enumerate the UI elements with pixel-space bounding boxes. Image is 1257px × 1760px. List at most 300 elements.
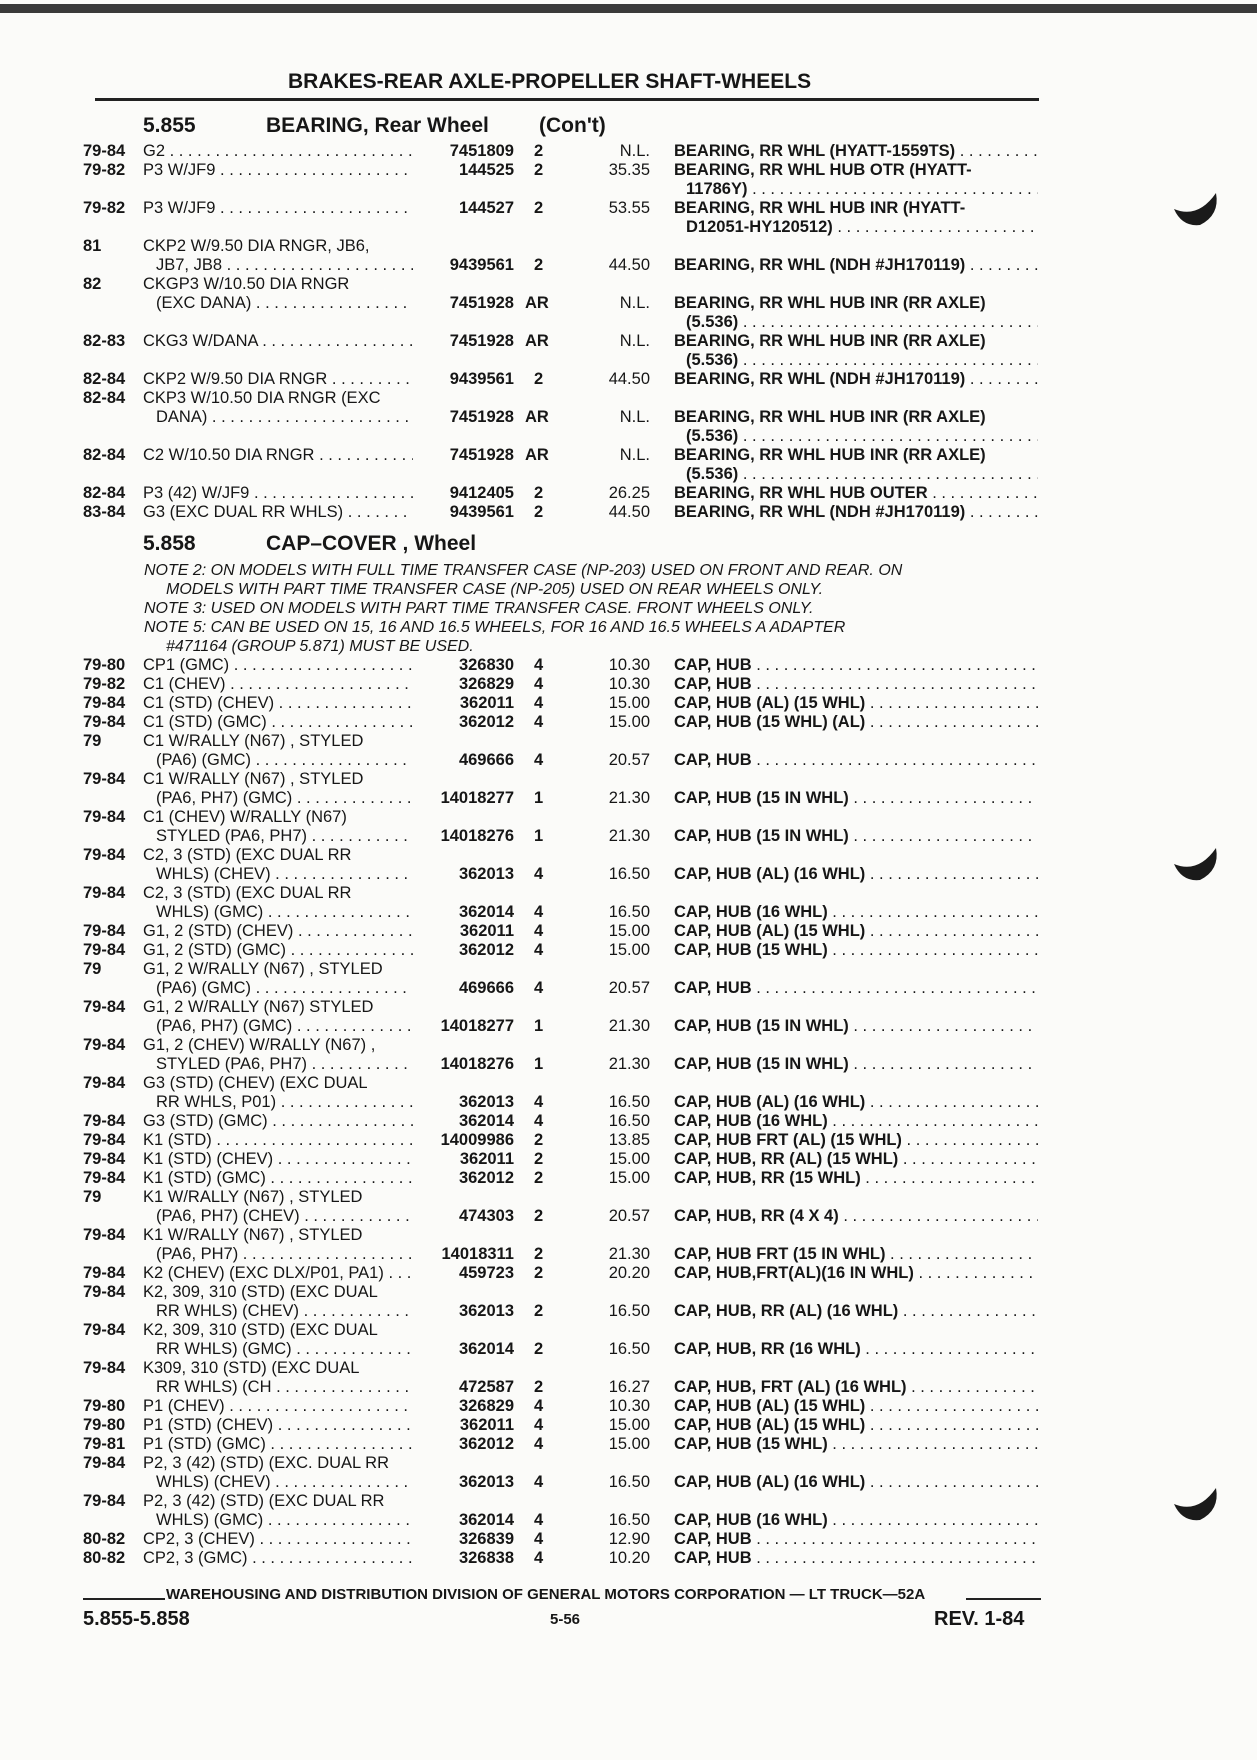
table-row <box>0 1302 1257 1321</box>
year-range: 79-84 <box>83 808 126 826</box>
year-range: 79-84 <box>83 1131 126 1149</box>
year-range: 79-84 <box>83 770 126 788</box>
application-cont: RR WHLS, P01) . . . <box>156 1093 413 1112</box>
table-row <box>0 161 1257 180</box>
description: CAP, HUB (AL) (16 WHL) . . . <box>674 865 1038 884</box>
description: BEARING, RR WHL (HYATT-1559TS) . . . <box>674 142 1038 161</box>
year-range: 79-80 <box>83 1397 126 1415</box>
description-cont: 11786Y) . . . <box>686 180 1038 199</box>
application: CP2, 3 (CHEV) . . . <box>143 1530 413 1549</box>
part-number: 7451928 <box>449 446 514 464</box>
description: CAP, HUB . . . <box>674 1549 1038 1568</box>
year-range: 79-84 <box>83 1226 126 1244</box>
quantity: AR <box>525 408 549 426</box>
quantity: 4 <box>534 1416 544 1434</box>
description: BEARING, RR WHL (NDH #JH170119) . . . <box>674 256 1038 275</box>
table-row <box>0 903 1257 922</box>
year-range: 79-84 <box>83 998 126 1016</box>
table-row <box>0 732 1257 751</box>
price: 10.30 <box>608 656 650 674</box>
year-range: 79-84 <box>83 1321 126 1339</box>
application: K1 (STD) (GMC) . . . <box>143 1169 413 1188</box>
footer-section-range: 5.855-5.858 <box>83 1608 190 1630</box>
description: CAP, HUB (15 WHL) . . . <box>674 1435 1038 1454</box>
application: P2, 3 (42) (STD) (EXC. DUAL RR <box>143 1454 390 1472</box>
part-number: 326830 <box>458 656 514 674</box>
price: 10.30 <box>608 1397 650 1415</box>
application: K1 W/RALLY (N67) , STYLED <box>143 1188 363 1206</box>
application: K309, 310 (STD) (EXC DUAL <box>143 1359 360 1377</box>
table-row <box>0 294 1257 313</box>
description-cont: D12051-HY120512) . . . <box>686 218 1038 237</box>
table-row <box>0 408 1257 427</box>
price: 13.85 <box>608 1131 650 1149</box>
part-number: 362011 <box>459 1150 514 1168</box>
table-row <box>0 503 1257 522</box>
application: CKGP3 W/10.50 DIA RNGR <box>143 275 350 293</box>
description: CAP, HUB (AL) (16 WHL) . . . <box>674 1473 1038 1492</box>
year-range: 79-84 <box>83 1169 126 1187</box>
description: CAP, HUB (AL) (15 WHL) . . . <box>674 922 1038 941</box>
application-cont: (EXC DANA) . . . <box>156 294 413 313</box>
year-range: 79-82 <box>83 161 126 179</box>
description: CAP, HUB (AL) (15 WHL) . . . <box>674 694 1038 713</box>
application-cont: DANA) . . . <box>156 408 413 427</box>
price: 44.50 <box>608 370 650 388</box>
footer-rule <box>83 1598 165 1600</box>
year-range: 82-84 <box>83 484 126 502</box>
price: 21.30 <box>608 1055 650 1073</box>
year-range: 79-84 <box>83 1036 126 1054</box>
table-row <box>0 446 1257 465</box>
part-number: 362014 <box>458 1340 514 1358</box>
application: CKG3 W/DANA . . . <box>143 332 413 351</box>
part-number: 362012 <box>458 713 514 731</box>
application: C1 (CHEV) . . . <box>143 675 413 694</box>
table-row <box>0 313 1257 332</box>
year-range: 79-84 <box>83 1283 126 1301</box>
year-range: 79 <box>83 732 102 750</box>
application: C2, 3 (STD) (EXC DUAL RR <box>143 846 352 864</box>
quantity: 2 <box>534 1169 544 1187</box>
application: P3 W/JF9 . . . <box>143 161 413 180</box>
quantity: 4 <box>534 941 544 959</box>
description: BEARING, RR WHL HUB INR (RR AXLE) <box>674 408 986 426</box>
description: BEARING, RR WHL HUB INR (HYATT- <box>674 199 966 217</box>
table-row <box>0 1188 1257 1207</box>
year-range: 79-81 <box>83 1435 126 1453</box>
table-row <box>0 960 1257 979</box>
quantity: 4 <box>534 1093 544 1111</box>
part-number: 362011 <box>459 922 514 940</box>
description: CAP, HUB . . . <box>674 1530 1038 1549</box>
price: N.L. <box>619 294 650 312</box>
table-row <box>0 1378 1257 1397</box>
description: CAP, HUB,FRT(AL)(16 IN WHL) . . . <box>674 1264 1038 1283</box>
description: CAP, HUB . . . <box>674 675 1038 694</box>
part-number: 362012 <box>458 1435 514 1453</box>
year-range: 79-84 <box>83 1112 126 1130</box>
application: K2 (CHEV) (EXC DLX/P01, PA1) . . . <box>143 1264 413 1283</box>
part-number: 362014 <box>458 903 514 921</box>
part-number: 326829 <box>458 675 514 693</box>
note-line: NOTE 2: ON MODELS WITH FULL TIME TRANSFER CASE (NP-203) USED ON FRONT AND REAR. ON <box>144 562 903 579</box>
application-cont: WHLS) (CHEV) . . . <box>156 1473 413 1492</box>
price: 12.90 <box>608 1530 650 1548</box>
year-range: 82-83 <box>83 332 126 350</box>
description: CAP, HUB (AL) (15 WHL) . . . <box>674 1397 1038 1416</box>
part-number: 469666 <box>458 979 514 997</box>
table-row <box>0 484 1257 503</box>
year-range: 80-82 <box>83 1530 126 1548</box>
description-cont: (5.536) . . . <box>686 351 1038 370</box>
year-range: 79-84 <box>83 846 126 864</box>
application: C1 (STD) (CHEV) . . . <box>143 694 413 713</box>
application-cont: (PA6) (GMC) . . . <box>156 751 413 770</box>
quantity: 4 <box>534 979 544 997</box>
table-row <box>0 808 1257 827</box>
price: N.L. <box>619 446 650 464</box>
part-number: 362014 <box>458 1511 514 1529</box>
quantity: 2 <box>534 1378 544 1396</box>
part-number: 7451928 <box>449 332 514 350</box>
description: BEARING, RR WHL (NDH #JH170119) . . . <box>674 370 1038 389</box>
application-cont: STYLED (PA6, PH7) . . . <box>156 1055 413 1074</box>
price: 44.50 <box>608 256 650 274</box>
price: 21.30 <box>608 789 650 807</box>
quantity: 4 <box>534 903 544 921</box>
application: G3 (EXC DUAL RR WHLS) . . . <box>143 503 413 522</box>
table-row <box>0 1530 1257 1549</box>
table-row <box>0 427 1257 446</box>
part-number: 362011 <box>459 1416 514 1434</box>
year-range: 81 <box>83 237 102 255</box>
price: 21.30 <box>608 1017 650 1035</box>
table-row <box>0 370 1257 389</box>
table-row <box>0 941 1257 960</box>
price: 15.00 <box>608 922 650 940</box>
application: P1 (STD) (CHEV) . . . <box>143 1416 413 1435</box>
quantity: 1 <box>534 1017 544 1035</box>
page-number: 5-56 <box>550 1611 581 1628</box>
application: CKP2 W/9.50 DIA RNGR, JB6, <box>143 237 370 255</box>
application-cont: (PA6, PH7) (GMC) . . . <box>156 789 413 808</box>
table-row <box>0 1397 1257 1416</box>
year-range: 79-84 <box>83 922 126 940</box>
year-range: 79-84 <box>83 1074 126 1092</box>
description: CAP, HUB . . . <box>674 751 1038 770</box>
price: 16.27 <box>608 1378 650 1396</box>
year-range: 80-82 <box>83 1549 126 1567</box>
application-cont: WHLS) (CHEV) . . . <box>156 865 413 884</box>
footer-text: WAREHOUSING AND DISTRIBUTION DIVISION OF GENERAL MOTORS CORPORATION — LT TRUCK—52A <box>166 1586 926 1603</box>
quantity: 4 <box>534 675 544 693</box>
quantity: 2 <box>534 1207 544 1225</box>
price: 15.00 <box>608 1150 650 1168</box>
application: CKP3 W/10.50 DIA RNGR (EXC <box>143 389 381 407</box>
application-cont: STYLED (PA6, PH7) . . . <box>156 827 413 846</box>
table-row <box>0 1093 1257 1112</box>
description: CAP, HUB (15 WHL) . . . <box>674 941 1038 960</box>
description-cont: (5.536) . . . <box>686 313 1038 332</box>
table-row <box>0 1492 1257 1511</box>
table-row <box>0 770 1257 789</box>
part-number: 362013 <box>458 1302 514 1320</box>
description: CAP, HUB (15 IN WHL) . . . <box>674 1055 1038 1074</box>
quantity: 4 <box>534 656 544 674</box>
application: G3 (STD) (GMC) . . . <box>143 1112 413 1131</box>
table-row <box>0 1169 1257 1188</box>
table-row <box>0 1454 1257 1473</box>
application: K2, 309, 310 (STD) (EXC DUAL <box>143 1321 378 1339</box>
year-range: 79-84 <box>83 1492 126 1510</box>
application-cont: (PA6, PH7) (CHEV) . . . <box>156 1207 413 1226</box>
table-row <box>0 180 1257 199</box>
price: 15.00 <box>608 941 650 959</box>
table-row <box>0 1511 1257 1530</box>
section-title: CAP–COVER , Wheel <box>266 532 477 555</box>
price: 16.50 <box>608 903 650 921</box>
part-number: 362011 <box>459 694 514 712</box>
quantity: 4 <box>534 922 544 940</box>
quantity: AR <box>525 332 549 350</box>
table-row <box>0 1473 1257 1492</box>
description: CAP, HUB FRT (15 IN WHL) . . . <box>674 1245 1038 1264</box>
part-number: 9439561 <box>449 503 514 521</box>
application-cont: WHLS) (GMC) . . . <box>156 1511 413 1530</box>
quantity: 1 <box>534 789 544 807</box>
year-range: 83-84 <box>83 503 126 521</box>
quantity: 4 <box>534 1473 544 1491</box>
table-row <box>0 1226 1257 1245</box>
table-row <box>0 979 1257 998</box>
table-row <box>0 1359 1257 1378</box>
part-number: 9439561 <box>449 370 514 388</box>
year-range: 79-84 <box>83 884 126 902</box>
table-row <box>0 1036 1257 1055</box>
table-row <box>0 1549 1257 1568</box>
description: CAP, HUB, RR (15 WHL) . . . <box>674 1169 1038 1188</box>
price: 20.57 <box>608 979 650 997</box>
description: CAP, HUB FRT (AL) (15 WHL) . . . <box>674 1131 1038 1150</box>
table-row <box>0 1340 1257 1359</box>
price: N.L. <box>619 332 650 350</box>
year-range: 79-82 <box>83 675 126 693</box>
application: G1, 2 (STD) (GMC) . . . <box>143 941 413 960</box>
part-number: 144527 <box>458 199 514 217</box>
description: BEARING, RR WHL HUB OUTER . . . <box>674 484 1038 503</box>
description: CAP, HUB (15 WHL) (AL) . . . <box>674 713 1038 732</box>
part-number: 7451928 <box>449 408 514 426</box>
table-row <box>0 751 1257 770</box>
application: P2, 3 (42) (STD) (EXC DUAL RR <box>143 1492 385 1510</box>
price: 44.50 <box>608 503 650 521</box>
price: N.L. <box>619 408 650 426</box>
quantity: 2 <box>534 370 544 388</box>
year-range: 82-84 <box>83 446 126 464</box>
description: BEARING, RR WHL HUB INR (RR AXLE) <box>674 294 986 312</box>
application-cont: WHLS) (GMC) . . . <box>156 903 413 922</box>
year-range: 79-84 <box>83 1150 126 1168</box>
table-row <box>0 1283 1257 1302</box>
year-range: 79-84 <box>83 1264 126 1282</box>
price: 15.00 <box>608 694 650 712</box>
year-range: 79 <box>83 1188 102 1206</box>
description: CAP, HUB (16 WHL) . . . <box>674 1511 1038 1530</box>
application: G3 (STD) (CHEV) (EXC DUAL <box>143 1074 368 1092</box>
table-row <box>0 351 1257 370</box>
table-row <box>0 389 1257 408</box>
application-cont: JB7, JB8 . . . <box>156 256 413 275</box>
price: N.L. <box>619 142 650 160</box>
quantity: 1 <box>534 1055 544 1073</box>
part-number: 362014 <box>458 1112 514 1130</box>
quantity: 4 <box>534 713 544 731</box>
quantity: 2 <box>534 142 544 160</box>
part-number: 14018311 <box>441 1245 514 1263</box>
section-number: 5.855 <box>143 114 196 137</box>
quantity: 2 <box>534 1302 544 1320</box>
page-header: BRAKES-REAR AXLE-PROPELLER SHAFT-WHEELS <box>288 70 812 93</box>
note-line: #471164 (GROUP 5.871) MUST BE USED. <box>166 638 474 655</box>
table-row <box>0 865 1257 884</box>
description: BEARING, RR WHL HUB INR (RR AXLE) <box>674 446 986 464</box>
part-number: 362012 <box>458 941 514 959</box>
part-number: 14018277 <box>440 1017 514 1035</box>
year-range: 79-84 <box>83 941 126 959</box>
price: 16.50 <box>608 1473 650 1491</box>
table-row <box>0 199 1257 218</box>
quantity: 2 <box>534 161 544 179</box>
table-row <box>0 827 1257 846</box>
application-cont: (PA6, PH7) (GMC) . . . <box>156 1017 413 1036</box>
year-range: 79 <box>83 960 102 978</box>
quantity: AR <box>525 446 549 464</box>
part-number: 7451928 <box>449 294 514 312</box>
quantity: 2 <box>534 503 544 521</box>
application: G1, 2 (CHEV) W/RALLY (N67) , <box>143 1036 376 1054</box>
description: CAP, HUB . . . <box>674 656 1038 675</box>
table-row <box>0 675 1257 694</box>
price: 16.50 <box>608 865 650 883</box>
quantity: 2 <box>534 1245 544 1263</box>
price: 15.00 <box>608 1435 650 1453</box>
quantity: 4 <box>534 751 544 769</box>
year-range: 79-84 <box>83 142 126 160</box>
part-number: 326829 <box>458 1397 514 1415</box>
binder-hole-icon <box>1170 175 1224 229</box>
price: 16.50 <box>608 1093 650 1111</box>
table-row <box>0 275 1257 294</box>
application: K1 W/RALLY (N67) , STYLED <box>143 1226 363 1244</box>
part-number: 326839 <box>458 1530 514 1548</box>
table-row <box>0 142 1257 161</box>
application: CP1 (GMC) . . . <box>143 656 413 675</box>
price: 35.35 <box>608 161 650 179</box>
quantity: 2 <box>534 484 544 502</box>
application: G1, 2 W/RALLY (N67) STYLED <box>143 998 374 1016</box>
application: P3 W/JF9 . . . <box>143 199 413 218</box>
table-row <box>0 713 1257 732</box>
section-title: BEARING, Rear Wheel <box>266 114 489 137</box>
application: C1 W/RALLY (N67) , STYLED <box>143 770 364 788</box>
part-number: 326838 <box>458 1549 514 1567</box>
application-cont: RR WHLS) (CHEV) . . . <box>156 1302 413 1321</box>
table-row <box>0 1245 1257 1264</box>
description: CAP, HUB, RR (16 WHL) . . . <box>674 1340 1038 1359</box>
part-number: 469666 <box>458 751 514 769</box>
table-row <box>0 256 1257 275</box>
year-range: 79-84 <box>83 713 126 731</box>
description: BEARING, RR WHL HUB OTR (HYATT- <box>674 161 972 179</box>
price: 16.50 <box>608 1302 650 1320</box>
table-row <box>0 846 1257 865</box>
table-row <box>0 1435 1257 1454</box>
quantity: AR <box>525 294 549 312</box>
price: 16.50 <box>608 1340 650 1358</box>
price: 16.50 <box>608 1511 650 1529</box>
application: K1 (STD) . . . <box>143 1131 413 1150</box>
table-row <box>0 656 1257 675</box>
section-number: 5.858 <box>143 532 196 555</box>
quantity: 4 <box>534 1511 544 1529</box>
part-number: 14018277 <box>440 789 514 807</box>
footer-rule <box>966 1598 1041 1600</box>
section-continued: (Con't) <box>539 114 606 137</box>
part-number: 7451809 <box>449 142 514 160</box>
application: CP2, 3 (GMC) . . . <box>143 1549 413 1568</box>
table-row <box>0 922 1257 941</box>
application: K2, 309, 310 (STD) (EXC DUAL <box>143 1283 378 1301</box>
application-cont: (PA6) (GMC) . . . <box>156 979 413 998</box>
price: 26.25 <box>608 484 650 502</box>
application: P1 (CHEV) . . . <box>143 1397 413 1416</box>
table-row <box>0 1321 1257 1340</box>
table-row <box>0 694 1257 713</box>
description: CAP, HUB, FRT (AL) (16 WHL) . . . <box>674 1378 1038 1397</box>
quantity: 4 <box>534 1435 544 1453</box>
table-row <box>0 332 1257 351</box>
description: CAP, HUB (15 IN WHL) . . . <box>674 789 1038 808</box>
quantity: 2 <box>534 1340 544 1358</box>
application: C1 (CHEV) W/RALLY (N67) <box>143 808 347 826</box>
price: 15.00 <box>608 1416 650 1434</box>
description: CAP, HUB . . . <box>674 979 1038 998</box>
application: G1, 2 W/RALLY (N67) , STYLED <box>143 960 383 978</box>
quantity: 4 <box>534 1112 544 1130</box>
price: 20.57 <box>608 1207 650 1225</box>
part-number: 362013 <box>458 1473 514 1491</box>
table-row <box>0 1416 1257 1435</box>
price: 10.30 <box>608 675 650 693</box>
price: 21.30 <box>608 827 650 845</box>
table-row <box>0 884 1257 903</box>
table-row <box>0 1055 1257 1074</box>
note-line: NOTE 5: CAN BE USED ON 15, 16 AND 16.5 WHEELS, FOR 16 AND 16.5 WHEELS A ADAPTER <box>144 619 846 636</box>
part-number: 144525 <box>458 161 514 179</box>
description: CAP, HUB (AL) (16 WHL) . . . <box>674 1093 1038 1112</box>
table-row <box>0 998 1257 1017</box>
part-number: 14018276 <box>440 827 514 845</box>
application: CKP2 W/9.50 DIA RNGR . . . <box>143 370 413 389</box>
application: C2 W/10.50 DIA RNGR . . . <box>143 446 413 465</box>
description: CAP, HUB (AL) (15 WHL) . . . <box>674 1416 1038 1435</box>
price: 53.55 <box>608 199 650 217</box>
price: 21.30 <box>608 1245 650 1263</box>
table-row <box>0 1150 1257 1169</box>
year-range: 79-82 <box>83 199 126 217</box>
price: 16.50 <box>608 1112 650 1130</box>
